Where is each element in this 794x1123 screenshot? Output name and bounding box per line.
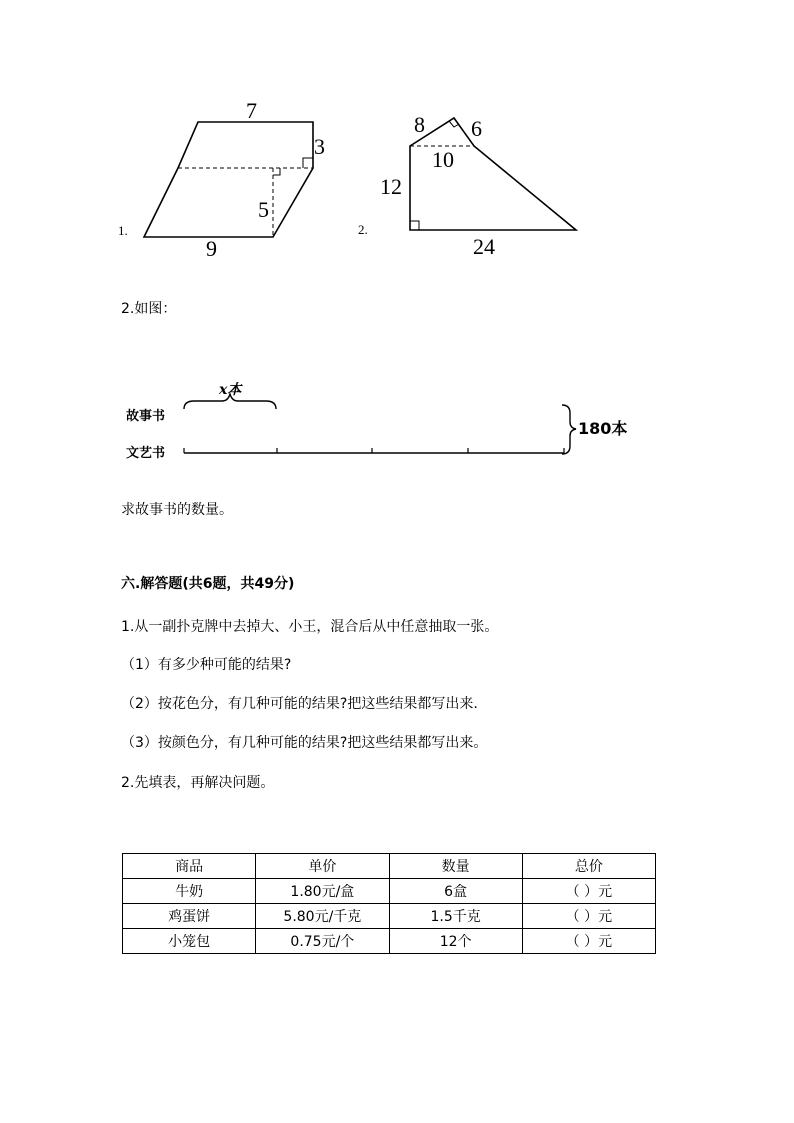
total-label: 180本: [578, 419, 628, 438]
figure-1-parallelogram: [118, 98, 340, 263]
fig2-slant-right: 6: [471, 116, 482, 141]
table-cell: 5.80元/千克: [256, 904, 389, 929]
p2-stem: 2.先填表，再解决问题。: [121, 775, 275, 791]
table-row: [123, 904, 656, 929]
table-cell: 1.80元/盒: [256, 879, 389, 904]
fig2-bottom-length: 24: [473, 234, 495, 259]
fig1-label: 1.: [118, 223, 128, 238]
table-cell: 0.75元/个: [256, 929, 389, 954]
fig1-top-length: 7: [246, 98, 257, 123]
table-row: [123, 879, 656, 904]
p1-stem: 1.从一副扑克牌中去掉大、小王，混合后从中任意抽取一张。: [121, 619, 499, 635]
figure-2-composite-shape: [356, 104, 586, 264]
fig1-right-length: 3: [314, 134, 325, 159]
table-cell: 12个: [389, 929, 522, 954]
table-cell: 牛奶: [123, 879, 256, 904]
p1-sub2: （2）按花色分，有几种可能的结果?把这些结果都写出来.: [121, 696, 478, 712]
table-header-row: [123, 854, 656, 879]
price-table: [122, 853, 656, 954]
p1-sub1: （1）有多少种可能的结果?: [121, 657, 292, 673]
brace-label: x本: [219, 382, 242, 398]
table-header: 商品: [123, 854, 256, 879]
table-row: [123, 929, 656, 954]
table-cell: 鸡蛋饼: [123, 904, 256, 929]
row-label-arts: 文艺书: [126, 446, 166, 461]
q2-title: 2.如图：: [121, 301, 177, 317]
fig2-label: 2.: [358, 222, 368, 237]
table-cell-blank[interactable]: （ ）元: [522, 929, 655, 954]
section6-heading: 六.解答题(共6题，共49分): [121, 576, 295, 592]
table-cell-blank[interactable]: （ ）元: [522, 879, 655, 904]
fig2-dashed-length: 10: [432, 147, 454, 172]
segment-diagram: [124, 376, 644, 468]
fig1-bottom-length: 9: [206, 236, 217, 261]
table-cell: 1.5千克: [389, 904, 522, 929]
table-header: 单价: [256, 854, 389, 879]
fig2-left-length: 12: [380, 174, 402, 199]
table-header: 数量: [389, 854, 522, 879]
table-cell-blank[interactable]: （ ）元: [522, 904, 655, 929]
p1-sub3: （3）按颜色分，有几种可能的结果?把这些结果都写出来。: [121, 735, 488, 751]
fig1-height-length: 5: [258, 197, 269, 222]
fig2-slant-left: 8: [414, 112, 425, 137]
table-header: 总价: [522, 854, 655, 879]
q2-question: 求故事书的数量。: [121, 502, 233, 518]
row-label-story: 故事书: [126, 409, 166, 424]
table-cell: 小笼包: [123, 929, 256, 954]
table-cell: 6盒: [389, 879, 522, 904]
